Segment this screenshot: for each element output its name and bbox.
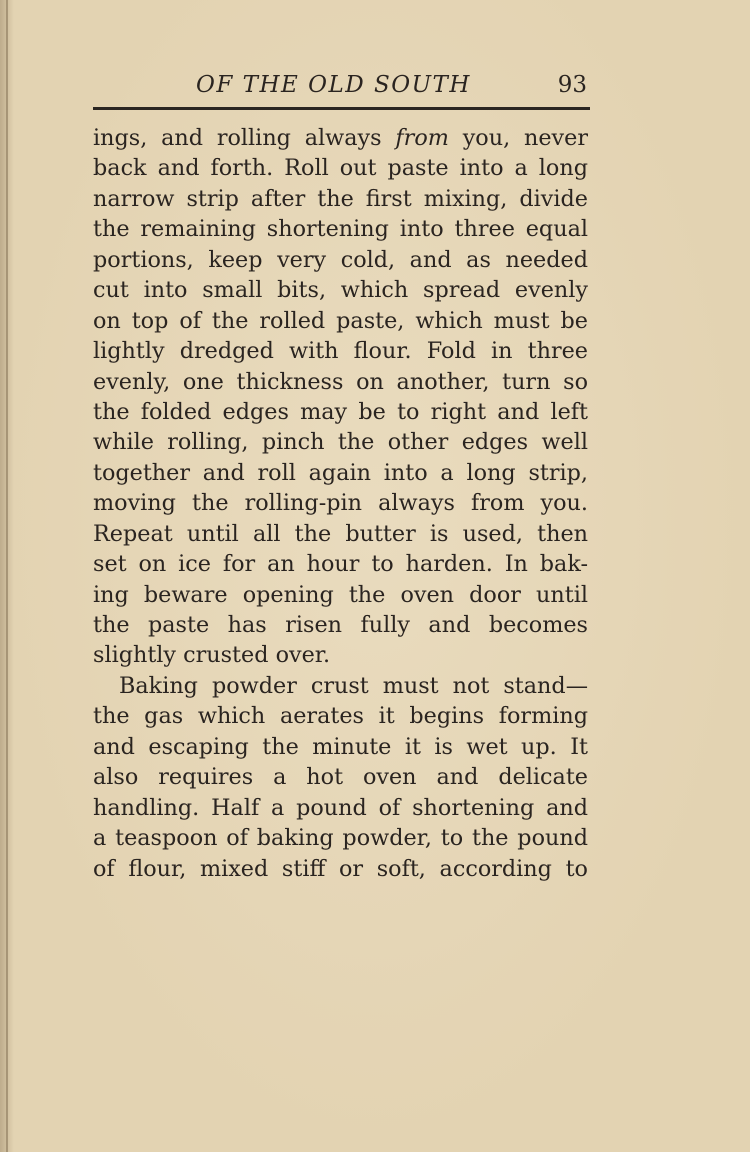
text-line: while rolling, pinch the other edges well: [93, 429, 588, 456]
paragraph-last-line: slightly crusted over.: [93, 642, 331, 669]
text-line: a teaspoon of baking powder, to the pound: [93, 825, 588, 852]
body-text: [93, 123, 588, 884]
page-number: 93: [557, 72, 587, 98]
text-line: cut into small bits, which spread evenly: [93, 277, 588, 304]
text-line: portions, keep very cold, and as needed: [93, 246, 588, 273]
text-line: the folded edges may be to right and left: [93, 398, 588, 425]
text-line: narrow strip after the first mixing, divide: [93, 185, 588, 212]
text-line: on top of the rolled paste, which must be: [93, 307, 588, 334]
header-rule: [93, 107, 590, 110]
text-line: of flour, mixed stiff or soft, according to: [93, 855, 588, 882]
text-line: back and forth. Roll out paste into a long: [93, 155, 588, 182]
text-line: the paste has risen fully and becomes: [93, 612, 588, 638]
text-line: ing beware opening the oven door until: [93, 581, 588, 608]
text-line: handling. Half a pound of shortening and: [93, 794, 588, 821]
text-line: set on ice for an hour to harden. In bak-: [93, 551, 588, 578]
text-line: evenly, one thickness on another, turn so: [93, 368, 588, 395]
text-line: the remaining shortening into three equal: [93, 216, 588, 243]
running-head: OF THE OLD SOUTH: [196, 72, 471, 98]
page-spine-shadow: [6, 0, 8, 1152]
paragraph-first-line: Baking powder crust must not stand—: [119, 672, 588, 699]
text-line: together and roll again into a long strip,: [93, 459, 588, 486]
text-line: ings, and rolling always from you, never: [93, 125, 588, 151]
page-header: [93, 70, 590, 104]
text-line: also requires a hot oven and delicate: [93, 764, 588, 791]
text-line: and escaping the minute it is wet up. It: [93, 733, 588, 760]
text-line: moving the rolling-pin always from you.: [93, 490, 588, 517]
italic-word: from: [395, 125, 449, 151]
text-line: the gas which aerates it begins forming: [93, 703, 588, 730]
text-line: lightly dredged with flour. Fold in three: [93, 338, 588, 365]
text-line: Repeat until all the butter is used, then: [93, 520, 588, 547]
